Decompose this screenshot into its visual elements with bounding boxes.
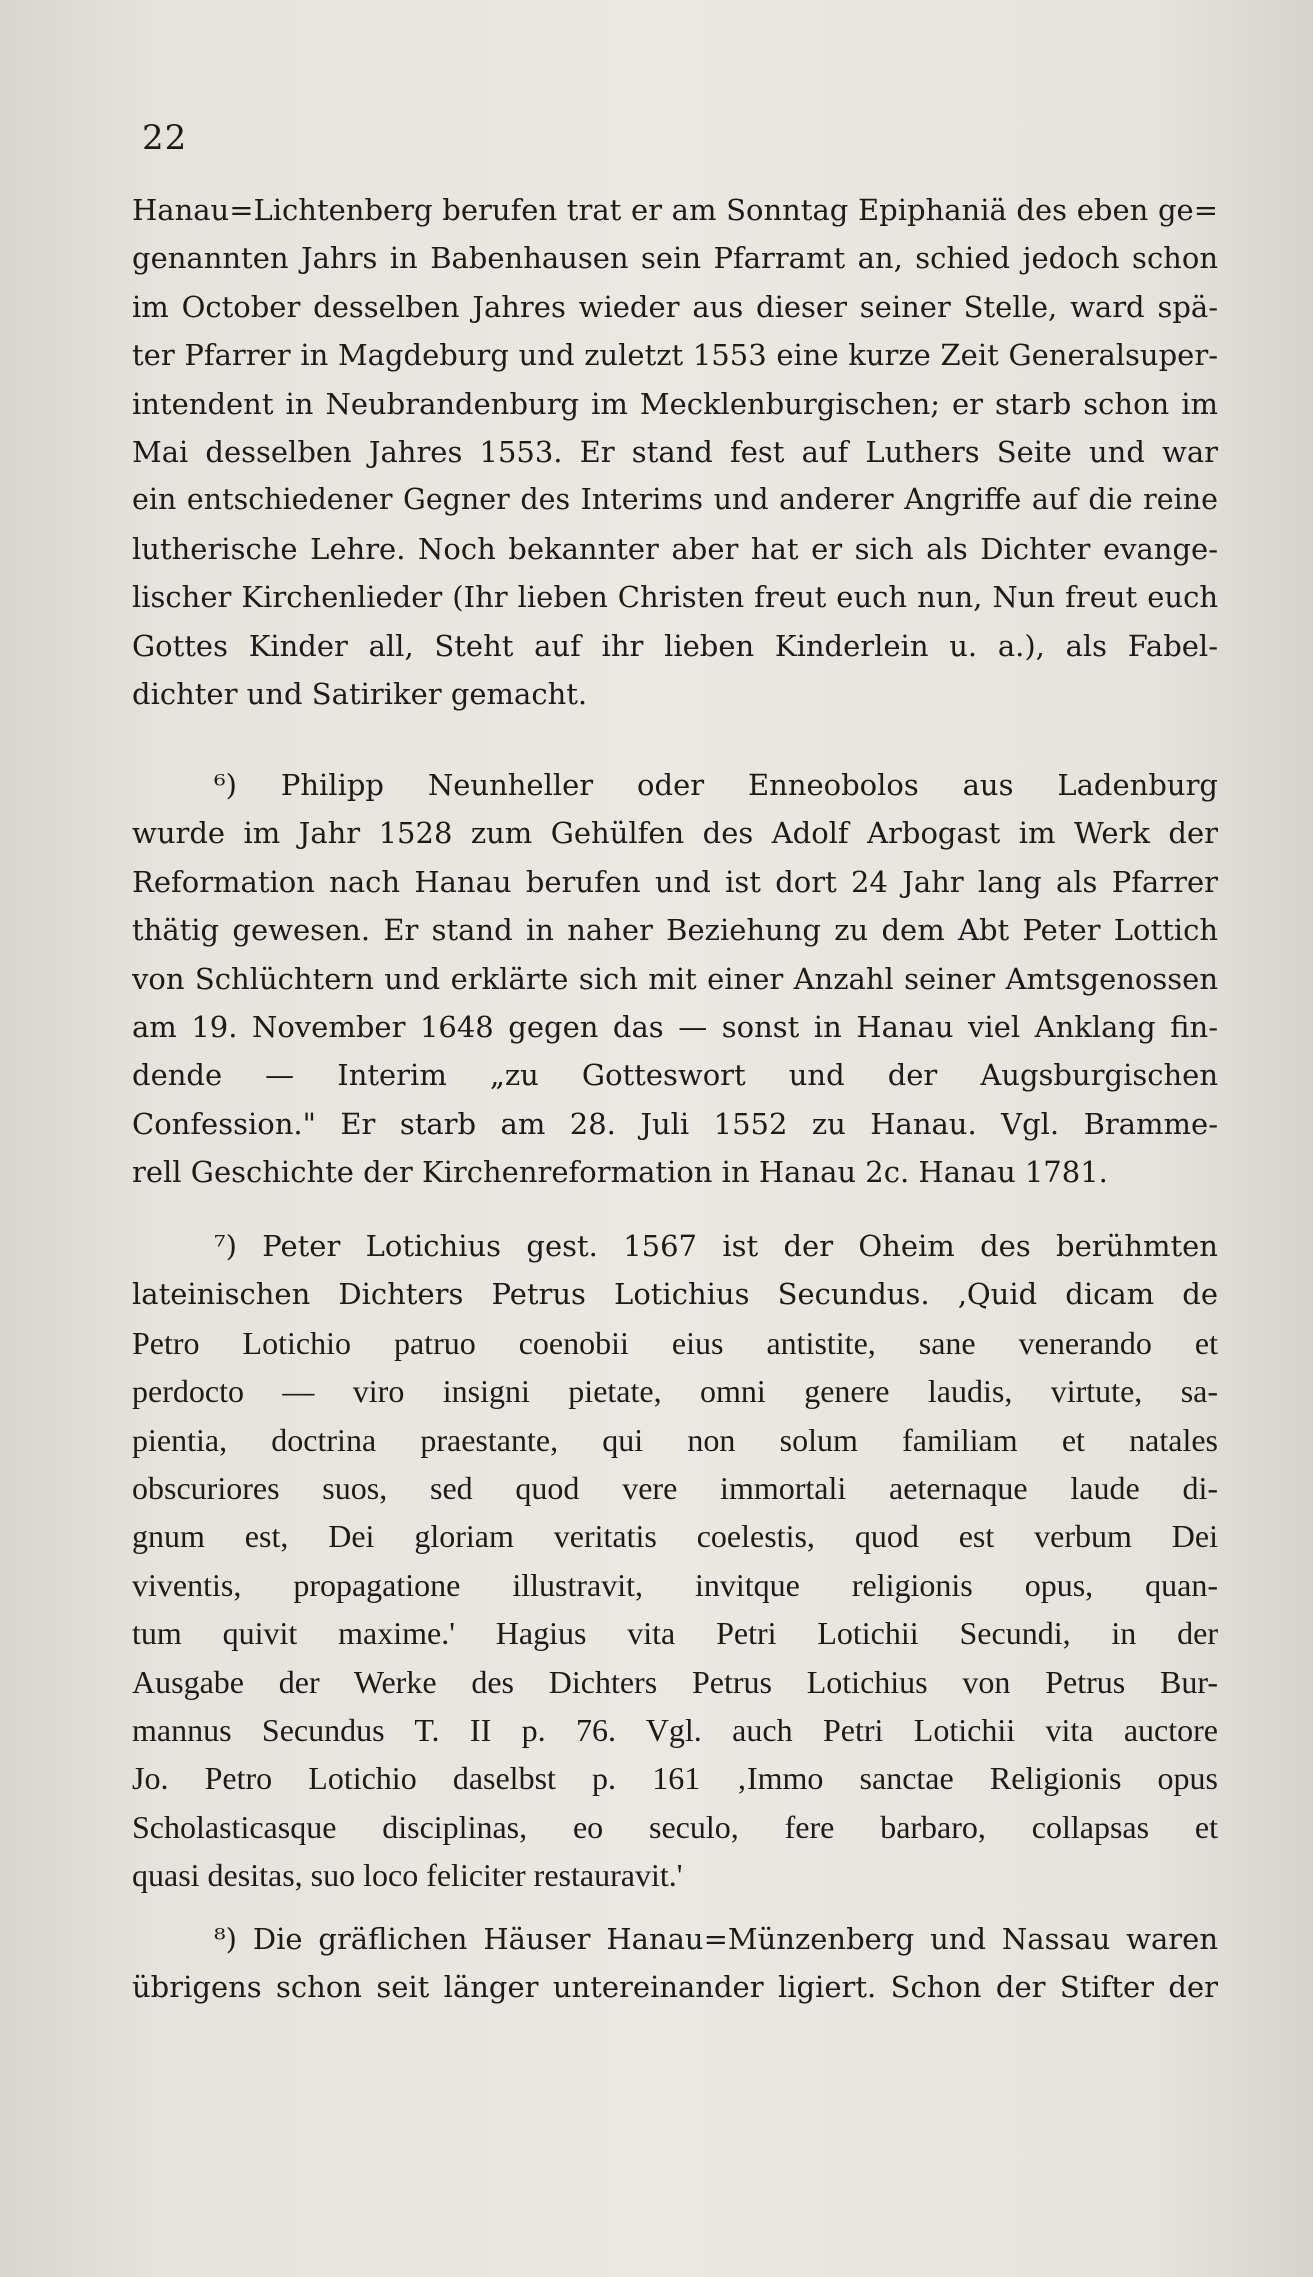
text-line: Mai desselben Jahres 1553. Er stand fest auf Luthers Seite und war — [132, 434, 1218, 469]
text-line: Hanau=Lichtenberg berufen trat er am Sonntag Epiphaniä des eben ge= — [132, 193, 1218, 227]
footnote-line: mannus Secundus T. II p. 76. Vgl. auch Petri Lotichii vita auctore — [132, 1711, 1218, 1748]
footnote-line: dende — Interim „zu Gotteswort und der Augsburgischen — [132, 1058, 1218, 1093]
footnote-7 — [132, 1222, 1218, 1899]
text-line: im October desselben Jahres wieder aus dieser seiner Stelle, ward spä- — [132, 289, 1218, 324]
footnote-8 — [132, 1915, 1218, 2012]
footnote-line: wurde im Jahr 1528 zum Gehülfen des Adolf Arbogast im Werk der — [132, 816, 1218, 851]
text-line: lutherische Lehre. Noch bekannter aber hat er sich als Dichter evange- — [132, 531, 1218, 566]
main-paragraph — [132, 186, 1218, 718]
footnote-line: lateinischen Dichters Petrus Lotichius Secundus. ‚Quid dicam de — [132, 1277, 1218, 1312]
footnote-line: pientia, doctrina praestante, qui non solum familiam et natales — [132, 1421, 1218, 1458]
footnote-line: von Schlüchtern und erklärte sich mit einer Anzahl seiner Amtsgenossen — [132, 961, 1218, 996]
text-line: lischer Kirchenlieder (Ihr lieben Christen freut euch nun, Nun freut euch — [132, 580, 1218, 615]
footnote-line: rell Geschichte der Kirchenreformation in Hanau 2c. Hanau 1781. — [132, 1155, 1108, 1190]
page-number: 22 — [142, 118, 188, 158]
footnote-line: perdocto — viro insigni pietate, omni genere laudis, virtute, sa- — [132, 1373, 1218, 1410]
footnote-line: thätig gewesen. Er stand in naher Beziehung zu dem Abt Peter Lottich — [132, 913, 1218, 948]
footnote-line: Scholasticasque disciplinas, eo seculo, fere barbaro, collapsas et — [132, 1808, 1218, 1845]
footnote-6 — [132, 761, 1218, 1197]
footnote-line: Petro Lotichio patruo coenobii eius antistite, sane venerando et — [132, 1324, 1218, 1361]
footnote-line: am 19. November 1648 gegen das — sonst in Hanau viel Anklang fin- — [132, 1009, 1218, 1044]
footnote-line: obscuriores suos, sed quod vere immortali aeternaque laude di- — [132, 1469, 1218, 1506]
footnote-line: ⁷) Peter Lotichius gest. 1567 ist der Oheim des berühmten — [214, 1229, 1218, 1263]
footnote-line: Reformation nach Hanau berufen und ist dort 24 Jahr lang als Pfarrer — [132, 864, 1218, 899]
text-line: ter Pfarrer in Magdeburg und zuletzt 1553 eine kurze Zeit Generalsuper- — [132, 338, 1218, 373]
text-line: intendent in Neubrandenburg im Mecklenburgischen; er starb schon im — [132, 386, 1218, 421]
text-line: genannten Jahrs in Babenhausen sein Pfarramt an, schied jedoch schon — [132, 241, 1218, 276]
footnote-line: gnum est, Dei gloriam veritatis coelestis, quod est verbum Dei — [132, 1518, 1218, 1555]
text-line: ein entschiedener Gegner des Interims und anderer Angriffe auf die reine — [132, 483, 1218, 517]
footnote-line: viventis, propagatione illustravit, invitque religionis opus, quan- — [132, 1566, 1218, 1603]
footnote-line: ⁶) Philipp Neunheller oder Enneobolos aus Ladenburg — [214, 768, 1218, 802]
text-line: dichter und Satiriker gemacht. — [132, 676, 588, 711]
footnote-line: Confession." Er starb am 28. Juli 1552 zu Hanau. Vgl. Bramme- — [132, 1106, 1218, 1141]
footnote-line: tum quivit maxime.' Hagius vita Petri Lotichii Secundi, in der — [132, 1615, 1218, 1652]
text-line: Gottes Kinder all, Steht auf ihr lieben Kinderlein u. a.), als Fabel- — [132, 628, 1218, 663]
footnote-line: ⁸) Die gräflichen Häuser Hanau=Münzenberg und Nassau waren — [214, 1922, 1218, 1956]
footnote-line: übrigens schon seit länger untereinander ligiert. Schon der Stifter der — [132, 1970, 1218, 2005]
footnote-line: Ausgabe der Werke des Dichters Petrus Lotichius von Petrus Bur- — [132, 1663, 1218, 1700]
footnote-line: quasi desitas, suo loco feliciter restauravit.' — [132, 1857, 683, 1894]
footnote-line: Jo. Petro Lotichio daselbst p. 161 ‚Immo sanctae Religionis opus — [132, 1760, 1218, 1797]
